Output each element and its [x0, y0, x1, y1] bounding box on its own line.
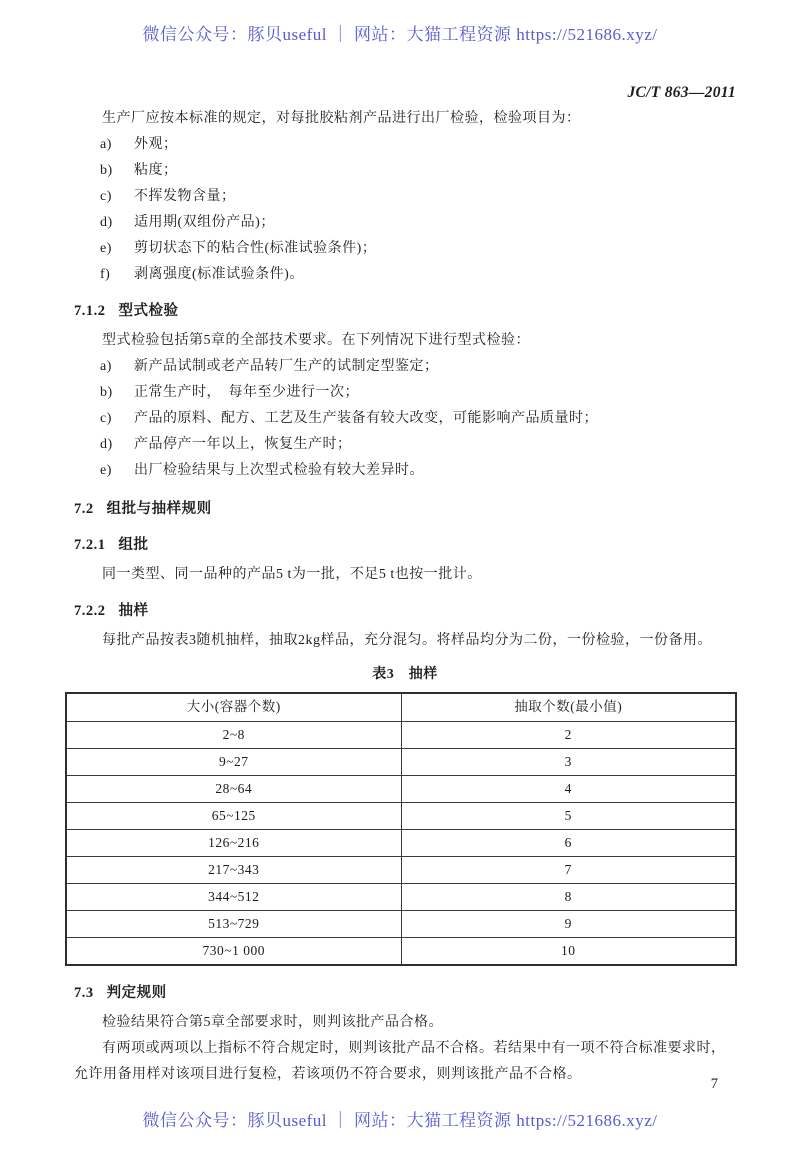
table-row: [66, 856, 736, 883]
table-cell-count: 8: [401, 883, 736, 910]
table-row: [66, 721, 736, 748]
heading-7-1-2: [74, 298, 736, 324]
list-item-text: 不挥发物含量；: [134, 189, 236, 204]
type-inspection-list: [74, 354, 736, 484]
doc-number: JC/T 863—2011: [627, 84, 736, 101]
factory-inspection-intro: 生产厂应按本标准的规定，对每批胶粘剂产品进行出厂检验，检验项目为：: [102, 111, 581, 126]
list-item: [74, 406, 736, 432]
list-item-label: c): [100, 411, 112, 426]
table-row: [66, 910, 736, 937]
list-item: [74, 184, 736, 210]
list-item: [74, 432, 736, 458]
list-item-text: 适用期(双组份产品)；: [134, 215, 275, 230]
list-item-label: d): [100, 437, 113, 452]
page-number: 7: [710, 1076, 718, 1092]
table-cell-count: 5: [401, 802, 736, 829]
list-item-text: 产品的原料、配方、工艺及生产装备有较大改变，可能影响产品质量时；: [134, 411, 598, 426]
heading-title: 组批: [118, 537, 149, 553]
list-item-label: e): [100, 241, 112, 256]
table-cell-count: 3: [401, 748, 736, 775]
table-cell-count: 10: [401, 937, 736, 965]
sampling-body: 每批产品按表3随机抽样，抽取2kg样品，充分混匀。将样品均分为二份，一份检验，一份备用。: [102, 633, 712, 648]
list-item-label: f): [100, 267, 111, 282]
list-item-text: 正常生产时， 每年至少进行一次；: [134, 385, 359, 400]
table-cell-size: 344~512: [66, 883, 401, 910]
list-item-text: 出厂检验结果与上次型式检验有较大差异时。: [134, 463, 424, 478]
table3-header-count: 抽取个数(最小值): [401, 693, 736, 721]
list-item: [74, 132, 736, 158]
factory-inspection-list: [74, 132, 736, 288]
list-item-label: a): [100, 137, 112, 152]
table-cell-size: 2~8: [66, 721, 401, 748]
list-item-text: 剪切状态下的粘合性(标准试验条件)；: [134, 241, 377, 256]
list-item: [74, 458, 736, 484]
table-cell-count: 7: [401, 856, 736, 883]
table-cell-size: 65~125: [66, 802, 401, 829]
heading-number: 7.2: [74, 501, 94, 517]
table-cell-size: 126~216: [66, 829, 401, 856]
heading-number: 7.1.2: [74, 303, 106, 319]
list-item-text: 外观；: [134, 137, 178, 152]
table-row: [66, 937, 736, 965]
type-inspection-intro: 型式检验包括第5章的全部技术要求。在下列情况下进行型式检验：: [102, 333, 530, 348]
list-item: [74, 210, 736, 236]
table-cell-count: 4: [401, 775, 736, 802]
table-cell-size: 9~27: [66, 748, 401, 775]
watermark-bottom: 微信公众号：豚贝useful ｜ 网站：大猫工程资源 https://521686.xyz/: [142, 1111, 658, 1130]
heading-number: 7.2.2: [74, 603, 106, 619]
table-cell-size: 730~1 000: [66, 937, 401, 965]
table-row: [66, 802, 736, 829]
heading-number: 7.3: [74, 984, 94, 1001]
table-header-row: [66, 693, 736, 721]
table-cell-count: 9: [401, 910, 736, 937]
heading-title: 判定规则: [106, 984, 167, 1001]
list-item: [74, 354, 736, 380]
table-row: [66, 829, 736, 856]
heading-7-3: [74, 980, 736, 1006]
judgment-para2: 有两项或两项以上指标不符合规定时，则判该批产品不合格。若结果中有一项不符合标准要求时，允许用备用样对该项目进行复检，若该项仍不符合要求，则判该批产品不合格。: [74, 1040, 726, 1082]
list-item-text: 产品停产一年以上，恢复生产时；: [134, 437, 352, 452]
list-item-label: e): [100, 463, 112, 478]
heading-7-2-1: [74, 532, 736, 558]
list-item: [74, 380, 736, 406]
table3-header-size: 大小(容器个数): [66, 693, 401, 721]
list-item-label: b): [100, 163, 113, 178]
table3: [65, 692, 737, 966]
table3-caption: 表3 抽样: [372, 667, 438, 682]
list-item-text: 剥离强度(标准试验条件)。: [134, 267, 304, 282]
heading-title: 抽样: [118, 603, 149, 619]
watermark-top: 微信公众号：豚贝useful ｜ 网站：大猫工程资源 https://521686.xyz/: [142, 25, 658, 44]
list-item: [74, 262, 736, 288]
table-row: [66, 748, 736, 775]
page-content: [74, 106, 736, 1088]
heading-number: 7.2.1: [74, 537, 106, 553]
heading-title: 组批与抽样规则: [106, 501, 212, 517]
grouping-body: 同一类型、同一品种的产品5 t为一批，不足5 t也按一批计。: [102, 567, 482, 582]
list-item-label: b): [100, 385, 113, 400]
judgment-para1: 检验结果符合第5章全部要求时，则判该批产品合格。: [102, 1014, 443, 1030]
list-item-text: 新产品试制或老产品转厂生产的试制定型鉴定；: [134, 359, 439, 374]
list-item: [74, 236, 736, 262]
heading-title: 型式检验: [118, 303, 179, 319]
table-row: [66, 883, 736, 910]
list-item-label: d): [100, 215, 113, 230]
table-cell-size: 513~729: [66, 910, 401, 937]
list-item-label: c): [100, 189, 112, 204]
heading-7-2: [74, 496, 736, 522]
list-item-text: 粘度；: [134, 163, 178, 178]
table-cell-count: 6: [401, 829, 736, 856]
table-cell-size: 28~64: [66, 775, 401, 802]
table-cell-size: 217~343: [66, 856, 401, 883]
table-cell-count: 2: [401, 721, 736, 748]
list-item-label: a): [100, 359, 112, 374]
heading-7-2-2: [74, 598, 736, 624]
table-row: [66, 775, 736, 802]
list-item: [74, 158, 736, 184]
